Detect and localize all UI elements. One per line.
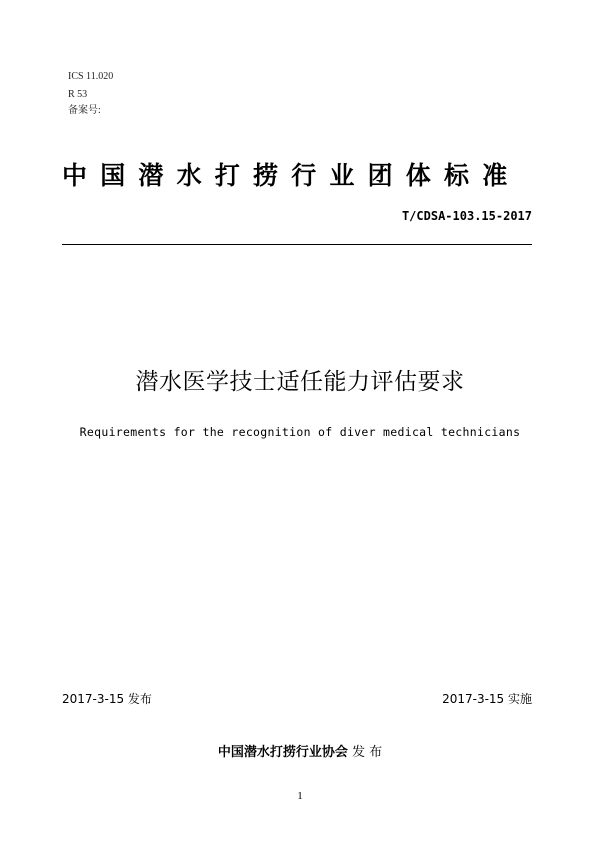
implementation-date: 2017-3-15 实施: [442, 692, 532, 706]
issue-date: 2017-3-15 发布: [62, 692, 152, 706]
page-number: 1: [297, 790, 303, 802]
publisher-action: 发 布: [352, 745, 383, 760]
publisher-line: [0, 741, 600, 760]
record-number-label: 备案号:: [68, 105, 101, 116]
header-divider: [62, 244, 532, 245]
ics-code: ICS 11.020: [68, 71, 114, 82]
publisher-organization: 中国潜水打捞行业协会: [217, 745, 348, 760]
document-title-chinese: 潜水医学技士适任能力评估要求: [135, 369, 465, 395]
category-code: R 53: [68, 89, 88, 100]
document-title-english: Requirements for the recognition of diver medical technicians: [79, 425, 521, 439]
standard-number: T/CDSA-103.15-2017: [401, 209, 532, 223]
standard-series-title: 中国潜水打捞行业团体标准: [62, 161, 521, 190]
